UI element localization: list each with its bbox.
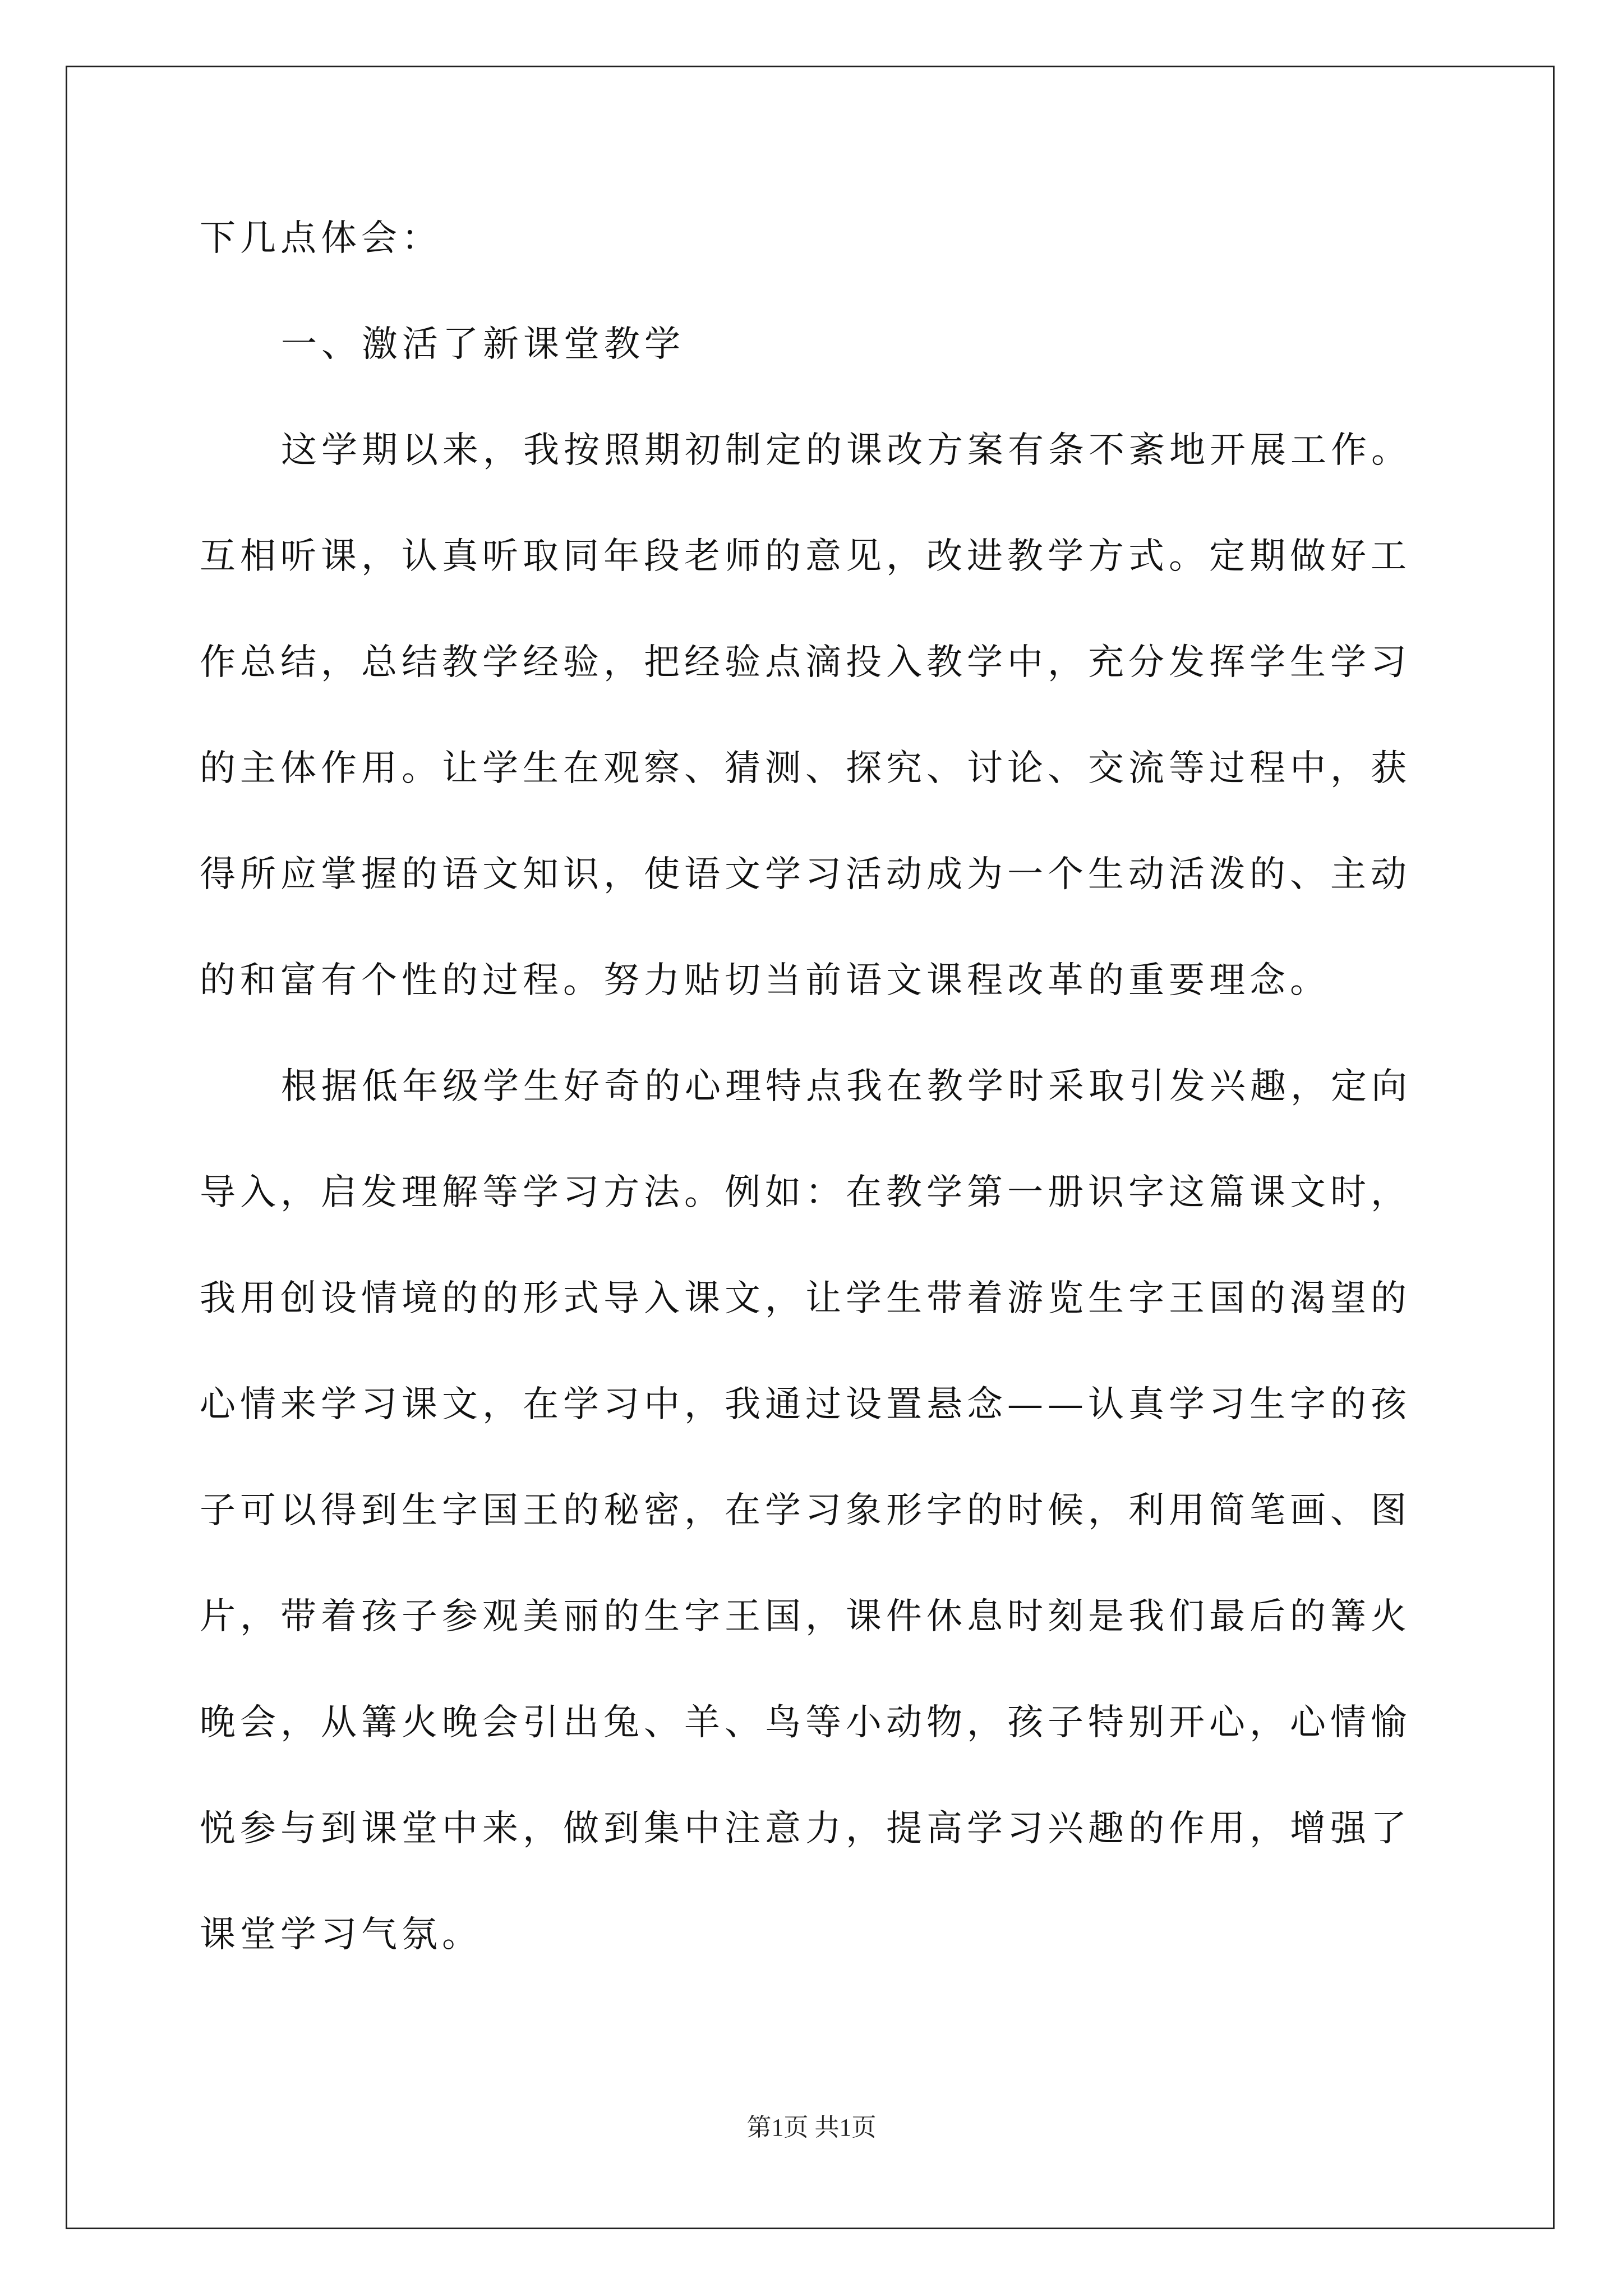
text-line: 晚会，从篝火晚会引出兔、羊、鸟等小动物，孩子特别开心，心情愉 <box>200 1702 1411 1743</box>
section-heading: 一、激活了新课堂教学 <box>281 324 685 365</box>
text-line: 我用创设情境的的形式导入课文，让学生带着游览生字王国的渴望的 <box>200 1278 1411 1319</box>
text-line: 课堂学习气氛。 <box>200 1914 482 1955</box>
page-number: 第1页 共1页 <box>746 2114 877 2141</box>
text-line: 这学期以来，我按照期初制定的课改方案有条不紊地开展工作。 <box>281 430 1412 471</box>
text-line: 根据低年级学生好奇的心理特点我在教学时采取引发兴趣，定向 <box>281 1066 1412 1107</box>
text-line: 悦参与到课堂中来，做到集中注意力，提高学习兴趣的作用，增强了 <box>200 1808 1411 1849</box>
text-line: 心情来学习课文，在学习中，我通过设置悬念——认真学习生字的孩 <box>200 1384 1411 1425</box>
text-line: 片，带着孩子参观美丽的生字王国，课件休息时刻是我们最后的篝火 <box>200 1596 1411 1637</box>
text-line: 互相听课，认真听取同年段老师的意见，改进教学方式。定期做好工 <box>200 536 1411 577</box>
page-frame <box>66 66 1555 2229</box>
text-line: 子可以得到生字国王的秘密，在学习象形字的时候，利用简笔画、图 <box>200 1490 1411 1531</box>
text-line: 下几点体会： <box>200 218 442 259</box>
text-line: 的和富有个性的过程。努力贴切当前语文课程改革的重要理念。 <box>200 960 1330 1001</box>
text-line: 作总结，总结教学经验，把经验点滴投入教学中，充分发挥学生学习 <box>200 642 1411 683</box>
text-line: 的主体作用。让学生在观察、猜测、探究、讨论、交流等过程中，获 <box>200 748 1411 789</box>
text-line: 得所应掌握的语文知识，使语文学习活动成为一个生动活泼的、主动 <box>200 854 1411 895</box>
text-line: 导入，启发理解等学习方法。例如：在教学第一册识字这篇课文时， <box>200 1172 1411 1213</box>
